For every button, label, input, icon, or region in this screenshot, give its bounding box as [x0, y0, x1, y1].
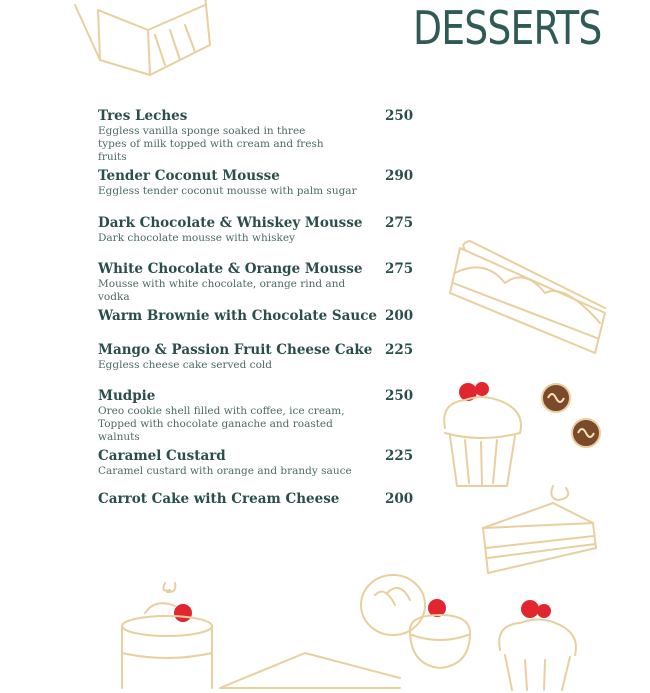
item-description: Oreo cookie shell filled with coffee, ice cream, Topped with chocolate ganache and roasted walnuts: [98, 405, 345, 443]
item-name: Carrot Cake with Cream Cheese: [98, 491, 340, 507]
item-description: Eggless cheese cake served cold: [98, 359, 272, 371]
item-name: Tender Coconut Mousse: [98, 168, 280, 184]
cheesecake-slice-illustration: [478, 478, 603, 576]
item-name: Mango & Passion Fruit Cheese Cake: [98, 342, 373, 358]
item-name: Caramel Custard: [98, 448, 226, 464]
item-price: 225: [385, 342, 414, 358]
menu-item: [98, 261, 418, 304]
item-price: 250: [385, 108, 414, 124]
menu-item: [98, 342, 418, 372]
cupcake-illustration-2: [490, 595, 585, 690]
menu-item: [98, 491, 418, 508]
page-title: DESSERTS: [413, 1, 602, 55]
item-price: 200: [385, 491, 414, 507]
item-price: 250: [385, 388, 414, 404]
menu-item: [98, 168, 418, 198]
cake-box-illustration: [70, 0, 220, 85]
item-description: Eggless tender coconut mousse with palm sugar: [98, 185, 357, 197]
item-price: 290: [385, 168, 414, 184]
item-description: Eggless vanilla sponge soaked in three types of milk topped with cream and fresh fruits: [98, 125, 324, 163]
sandwich-cake-illustration: [445, 238, 615, 363]
menu-item: [98, 388, 418, 444]
menu-item: [98, 215, 418, 245]
item-description: Caramel custard with orange and brandy sauce: [98, 465, 352, 477]
item-name: White Chocolate & Orange Mousse: [98, 261, 363, 277]
item-price: 225: [385, 448, 414, 464]
item-price: 275: [385, 215, 414, 231]
item-price: 200: [385, 308, 414, 324]
cupcake-illustration: [435, 378, 530, 490]
layer-cake-illustration: [115, 578, 220, 693]
truffle-icon: [536, 380, 606, 450]
item-name: Dark Chocolate & Whiskey Mousse: [98, 215, 363, 231]
menu-item: [98, 108, 418, 164]
menu-item: [98, 308, 418, 325]
item-description: Mousse with white chocolate, orange rind and vodka: [98, 278, 346, 303]
item-name: Warm Brownie with Chocolate Sauce: [98, 308, 378, 324]
item-price: 275: [385, 261, 414, 277]
bonbon-illustration: [355, 565, 480, 675]
menu-item: [98, 448, 418, 478]
item-name: Tres Leches: [98, 108, 188, 124]
item-name: Mudpie: [98, 388, 156, 404]
item-description: Dark chocolate mousse with whiskey: [98, 232, 295, 244]
